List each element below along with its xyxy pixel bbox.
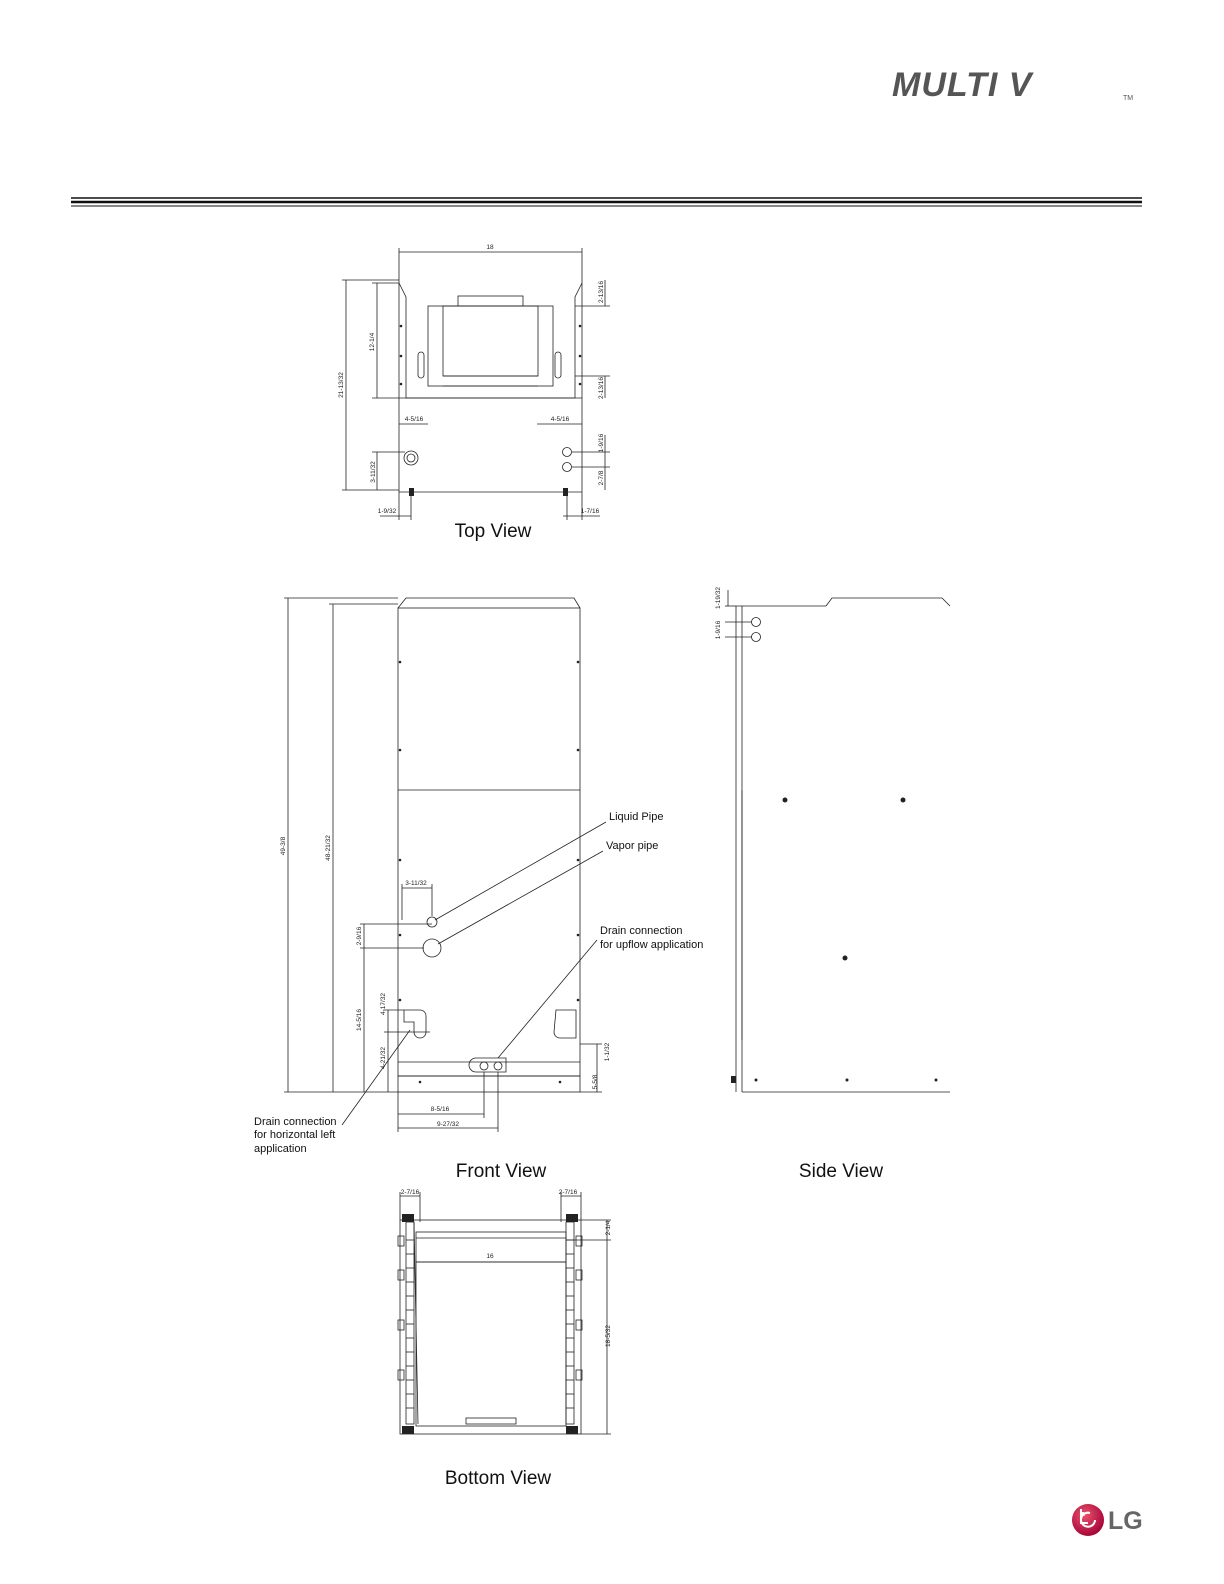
top-dim-right-upper: 2-13/16 [598, 280, 605, 304]
top-dim-pipe-upper: 1-9/16 [598, 433, 605, 453]
front-dim-drain-x1: 8-5/16 [430, 1106, 450, 1113]
top-view-caption: Top View [454, 521, 532, 542]
multi-v-logo-text: MULTI V [892, 66, 1033, 104]
front-dim-pipe-offset: 3-11/32 [405, 880, 427, 887]
side-dim-pipe-spacing: 1-9/16 [715, 620, 722, 640]
callout-drain-horizontal-line3: application [254, 1143, 307, 1155]
callout-liquid-pipe: Liquid Pipe [609, 811, 664, 823]
front-dim-drain-right-upper: 1-1/32 [604, 1042, 611, 1062]
callout-drain-horizontal-line1: Drain connection [254, 1116, 337, 1128]
lg-logo [1070, 1497, 1146, 1543]
side-dim-top: 1-19/32 [715, 586, 722, 610]
top-dim-right-offset: 4-5/16 [550, 416, 570, 423]
front-dim-drain-upper: 4-17/32 [380, 992, 387, 1016]
bottom-dim-right: 2-7/16 [558, 1189, 578, 1196]
bottom-view-drawing [400, 1192, 611, 1434]
front-dim-drain-right-lower: 5-5/8 [592, 1074, 599, 1090]
callout-drain-horizontal-line2: for horizontal left [254, 1129, 336, 1141]
lg-logo-text: LG [1108, 1507, 1143, 1535]
front-dim-drain-x2: 9-27/32 [436, 1121, 460, 1128]
top-dim-depth-upper: 12-1/4 [369, 332, 376, 352]
top-dim-drain-depth: 3-11/32 [370, 461, 377, 483]
fastener-dots [399, 325, 938, 1434]
front-dim-pipe-spacing: 2-9/16 [356, 926, 363, 946]
bottom-dim-top-offset: 2-1/4 [605, 1220, 612, 1236]
front-dim-drain-lower: 4-21/32 [380, 1046, 387, 1070]
lg-face-icon [1072, 1504, 1104, 1536]
side-view-caption: Side View [798, 1161, 884, 1182]
top-dim-right-lower: 2-13/16 [598, 376, 605, 400]
front-dim-cabinet-height: 48-21/32 [325, 835, 332, 861]
top-dim-drain-offset: 1-9/32 [377, 508, 397, 515]
side-view-drawing [725, 590, 950, 1092]
front-dim-pipe-height: 14-5/16 [356, 1008, 363, 1032]
bottom-dim-opening-width: 16 [486, 1253, 494, 1260]
top-dim-left-offset: 4-5/16 [404, 416, 424, 423]
top-dim-width: 18 [486, 244, 494, 251]
callout-vapor-pipe: Vapor pipe [606, 840, 659, 852]
trademark-mark: TM [1123, 95, 1134, 102]
callout-drain-upflow-line1: Drain connection [600, 925, 683, 937]
front-view-caption: Front View [455, 1161, 547, 1182]
callout-drain-upflow-line2: for upflow application [600, 939, 704, 951]
bottom-view-caption: Bottom View [444, 1468, 552, 1489]
top-dim-pipe-offset: 1-7/16 [580, 508, 600, 515]
top-dim-depth-overall: 21-13/32 [338, 372, 345, 398]
top-view-drawing [342, 248, 610, 520]
bottom-dim-left: 2-7/16 [400, 1189, 420, 1196]
top-dim-pipe-lower: 2-7/8 [598, 470, 605, 486]
front-view-drawing [284, 598, 606, 1132]
bottom-dim-opening-depth: 18-5/32 [605, 1324, 612, 1348]
front-dim-overall-height: 49-3/8 [280, 836, 287, 856]
